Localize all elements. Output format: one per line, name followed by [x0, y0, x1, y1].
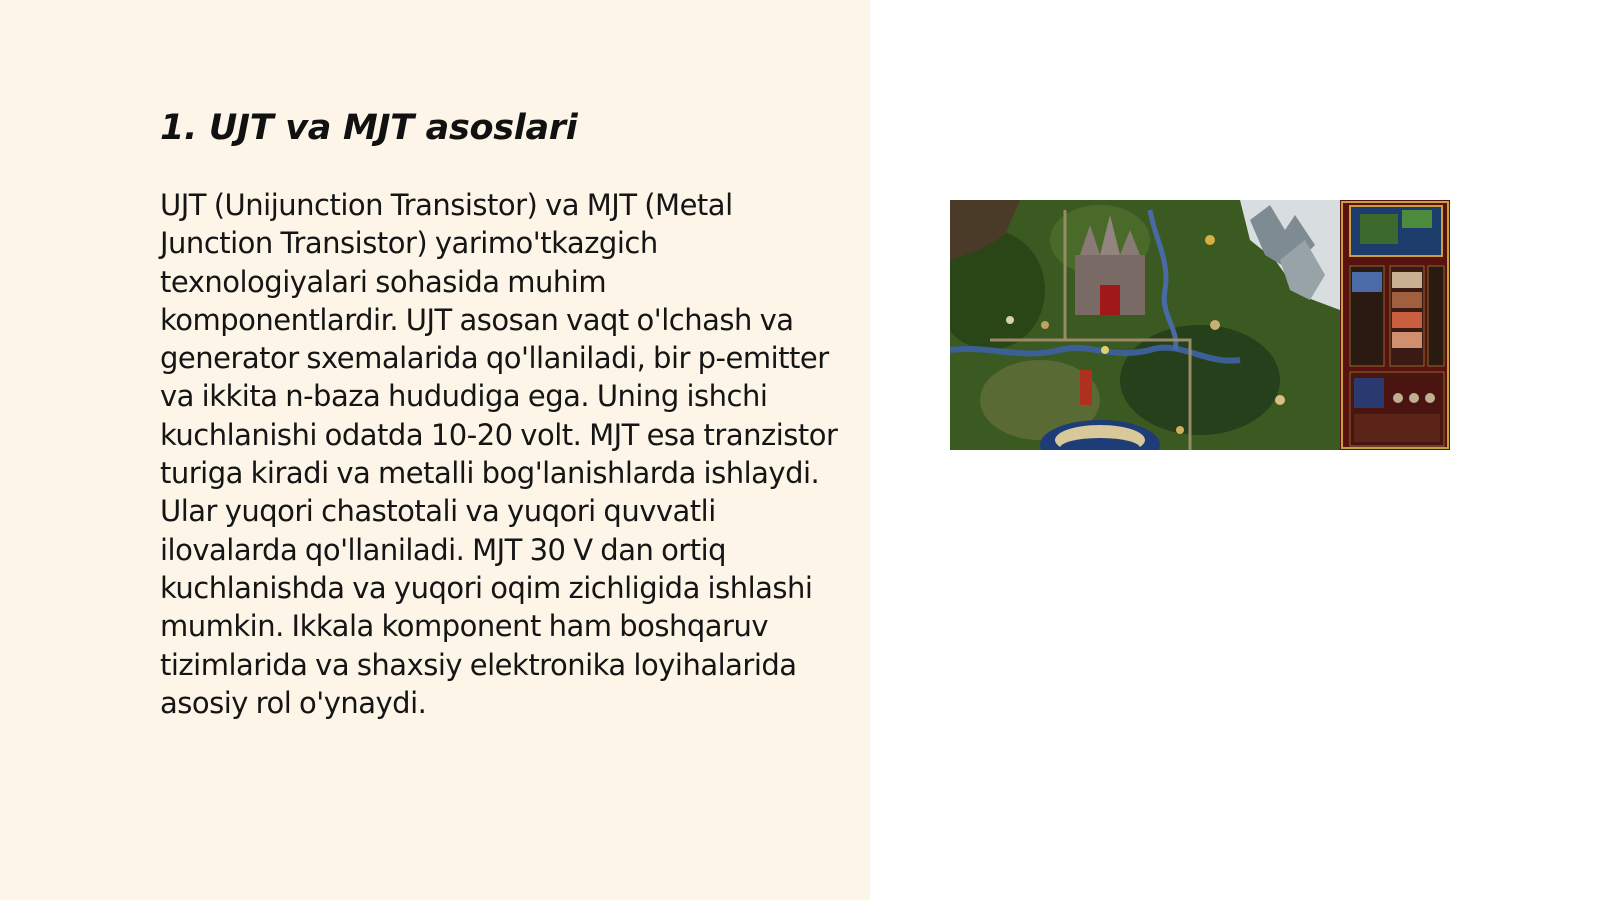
slide-body-text: UJT (Unijunction Transistor) va MJT (Metal Junction Transistor) yarimo'tkazgich texnologiyalari sohasida muhim komponentlardir. UJT asosan vaqt o'lchash va generator sxemalarida qo'llaniladi, bir p-emitter va ikkita n-baza hududiga ega. Uning ishchi kuchlanishi odatda 10-20 volt. MJT esa tranzistor turiga kiradi va metalli bog'lanishlarda ishlaydi. Ular yuqori chastotali va yuqori quvvatli ilovalarda qo'llaniladi. MJT 30 V dan ortiq kuchlanishda va yuqori oqim zichligida ishlashi mumkin. Ikkala komponent ham boshqaruv tizimlarida va shaxsiy elektronika loyihalarida asosiy rol o'ynaydi.	[160, 188, 838, 720]
slide-title: 1. UJT va MJT asoslari	[160, 108, 578, 148]
right-panel	[870, 0, 1600, 900]
game-map-screenshot-image	[950, 200, 1450, 450]
